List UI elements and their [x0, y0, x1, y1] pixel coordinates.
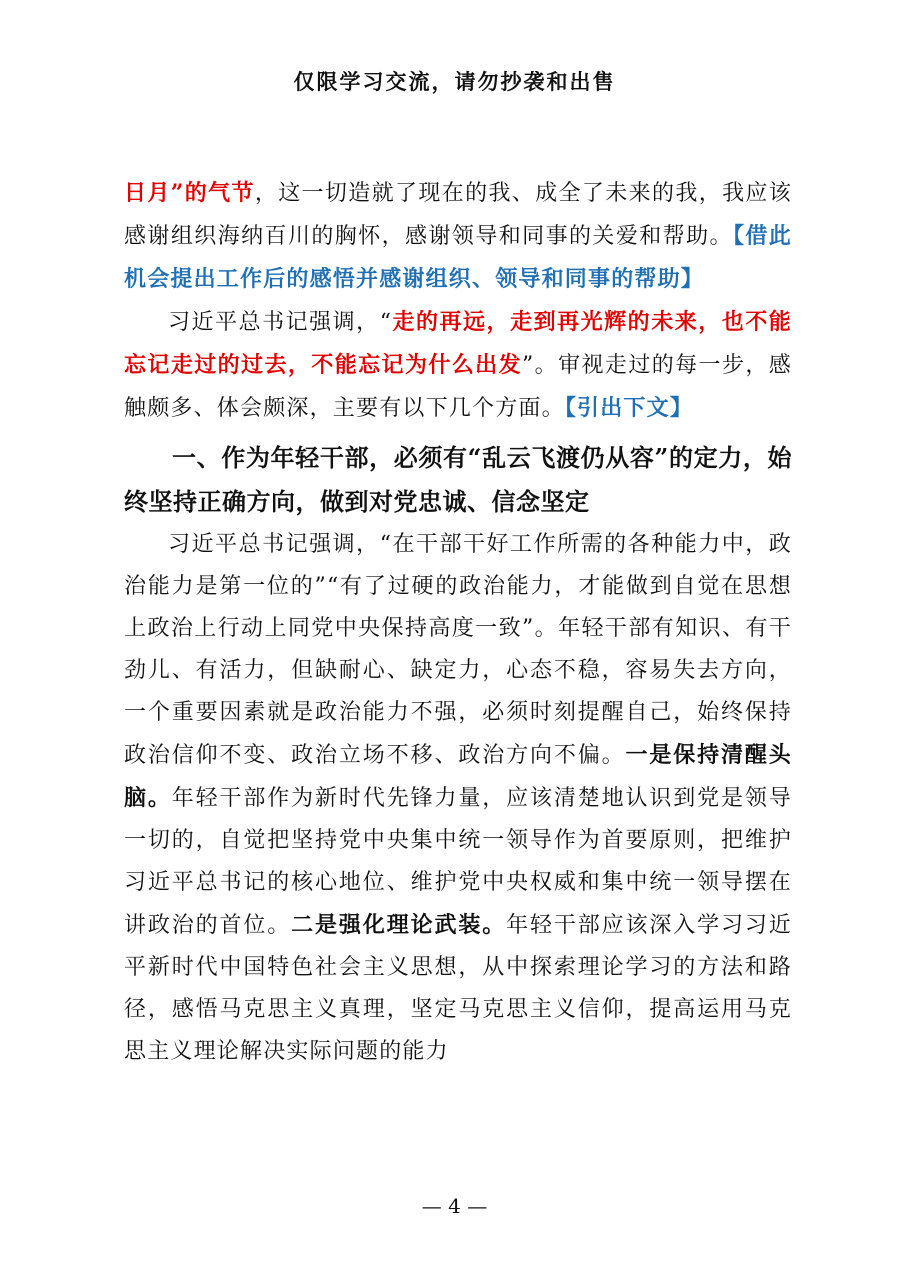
paragraph-text: 年轻干部作为新时代先锋力量，应该清楚地认识到党是领导一切的，自觉把坚持党中央集中统一领导作为首要原则，把维护习近平总书记的核心地位、维护党中央权威和集中统一领导摆在讲政治的首位。 [124, 786, 792, 938]
point-heading-2: 二是强化理论武装。 [291, 912, 507, 938]
paragraph-text: ”。审视走过的每一步，感触颇多、体会颇深，主要有以下几个方面。 [124, 353, 792, 421]
page-number: — 4 — [421, 1194, 488, 1218]
editor-note: 【借此机会提出工作后的感悟并感谢组织、领导和同事的帮助】 [124, 223, 792, 292]
editor-note: 【引出下文】 [564, 395, 694, 421]
paragraph-3 [124, 524, 792, 1073]
paragraph-text: ，这一切造就了现在的我、成全了未来的我，我应该感谢组织海纳百川的胸怀，感谢领导和同事的关爱和帮助。 [124, 181, 792, 249]
paragraph-text: 习近平总书记强调，“在干部干好工作所需的各种能力中，政治能力是第一位的”“有了过硬的政治能力，才能做到自觉在思想上政治上行动上同党中央保持高度一致”。年轻干部有知识、有干劲儿、有活力，但缺耐心、缺定力，心态不稳，容易失去方向，一个重要因素就是政治能力不强，必须时刻提醒自己，始终保持政治信仰不变、政治立场不移、政治方向不偏。 [124, 532, 792, 768]
section-heading-1: 一、作为年轻干部，必须有“乱云飞渡仍从容”的定力，始终坚持正确方向，做到对党忠诚、信念坚定 [124, 443, 792, 516]
document-body [124, 172, 792, 1073]
paragraph-2 [124, 301, 792, 430]
point-heading-1: 一是保持清醒头脑。 [124, 742, 793, 811]
paragraph-1 [124, 172, 792, 301]
emphasis-text: 日月”的气节 [124, 180, 255, 206]
page-header-notice: 仅限学习交流，请勿抄袭和出售 [293, 69, 616, 94]
paragraph-text: 年轻干部应该深入学习习近平新时代中国特色社会主义思想，从中探索理论学习的方法和路径，感悟马克思主义真理，坚定马克思主义信仰，提高运用马克思主义理论解决实际问题的能力 [124, 913, 792, 1064]
quote-emphasis: 走的再远，走到再光辉的未来，也不能忘记走过的过去，不能忘记为什么出发 [124, 309, 792, 378]
paragraph-text: 习近平总书记强调，“ [168, 310, 393, 335]
